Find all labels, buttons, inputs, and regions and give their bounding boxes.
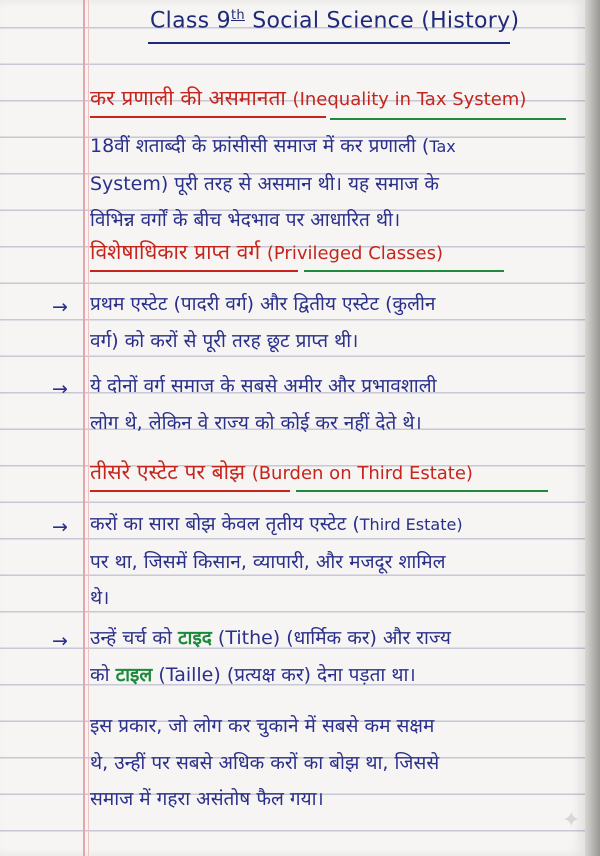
para-line: [90, 657, 580, 694]
title-superscript: th: [230, 8, 245, 23]
keyword-taille: टाइल: [115, 663, 153, 686]
para-line: System) पूरी तरह से असमान थी। यह समाज के: [90, 172, 439, 195]
heading-hindi: तीसरे एस्टेट पर बोझ: [90, 460, 245, 484]
heading-underline-red: [90, 116, 326, 118]
point-rich-classes: [90, 368, 580, 441]
para-line: वर्ग) को करों से पूरी तरह छूट प्राप्त थी।: [90, 329, 359, 352]
title-rest: Social Science (History): [244, 8, 520, 34]
point-tithe-taille: [90, 620, 580, 693]
para-text-en: Third Estate): [359, 515, 463, 534]
heading-english: (Privileged Classes): [266, 243, 444, 264]
para-text-en: Tax: [429, 137, 456, 156]
conclusion-paragraph: [90, 708, 580, 818]
heading-english: (Inequality in Tax System): [292, 89, 527, 110]
heading-underline-red: [90, 490, 290, 492]
para-text: को: [90, 663, 116, 686]
para-line: लोग थे, लेकिन वे राज्य को कोई कर नहीं देते थे।: [90, 411, 422, 434]
page-title: [150, 8, 519, 33]
para-line: [90, 128, 580, 166]
para-text: उन्हें चर्च को: [90, 627, 178, 649]
title-underline: [148, 42, 510, 44]
para-line: समाज में गहरा असंतोष फैल गया।: [90, 788, 324, 810]
notebook-page-edge: [585, 0, 600, 856]
heading-underline-green: [304, 270, 504, 272]
margin-line: [83, 0, 85, 856]
para-text: (Taille) (प्रत्यक्ष कर) देना पड़ता था।: [152, 663, 416, 686]
title-main: Class 9: [150, 8, 231, 34]
heading-hindi: विशेषाधिकार प्राप्त वर्ग: [90, 240, 261, 264]
heading-underline-green: [330, 118, 566, 120]
para-text: करों का सारा बोझ केवल तृतीय एस्टेट (: [90, 513, 360, 535]
heading-english: (Burden on Third Estate): [251, 463, 473, 484]
heading-hindi: कर प्रणाली की असमानता: [90, 86, 286, 110]
heading-underline-red: [90, 270, 298, 272]
section-heading-third-estate: [90, 458, 473, 486]
para-line: इस प्रकार, जो लोग कर चुकाने में सबसे कम सक्षम: [90, 715, 435, 737]
point-burden: [90, 506, 580, 617]
point-first-second-estate: [90, 286, 580, 359]
para-line: पर था, जिसमें किसान, व्यापारी, और मजदूर शामिल: [90, 550, 446, 573]
para-line: थे, उन्हीं पर सबसे अधिक करों का बोझ था, जिससे: [90, 751, 440, 774]
para-line: थे।: [90, 587, 110, 609]
para-line: [90, 620, 580, 657]
para-line: [90, 506, 580, 544]
para-line: प्रथम एस्टेट (पादरी वर्ग) और द्वितीय एस्टेट (कुलीन: [90, 293, 436, 315]
heading-underline-green: [296, 490, 548, 492]
bullet-arrow: →: [52, 378, 68, 400]
keyword-tithe: टाइद: [177, 627, 212, 649]
para-text: 18वीं शताब्दी के फ्रांसीसी समाज में कर प्रणाली (: [90, 135, 430, 157]
para-text: (Tithe) (धार्मिक कर) और राज्य: [211, 627, 451, 649]
section-heading-privileged-classes: [90, 238, 443, 266]
para-line: विभिन्न वर्गों के बीच भेदभाव पर आधारित थी।: [90, 209, 401, 231]
sparkle-icon: ✦: [562, 808, 581, 833]
section-heading-tax-inequality: [90, 84, 526, 112]
bullet-arrow: →: [52, 516, 68, 538]
paragraph-tax-system: [90, 128, 580, 239]
para-line: ये दोनों वर्ग समाज के सबसे अमीर और प्रभावशाली: [90, 375, 437, 397]
bullet-arrow: →: [52, 630, 68, 652]
bullet-arrow: →: [52, 296, 68, 318]
margin-line-inner: [88, 0, 89, 856]
